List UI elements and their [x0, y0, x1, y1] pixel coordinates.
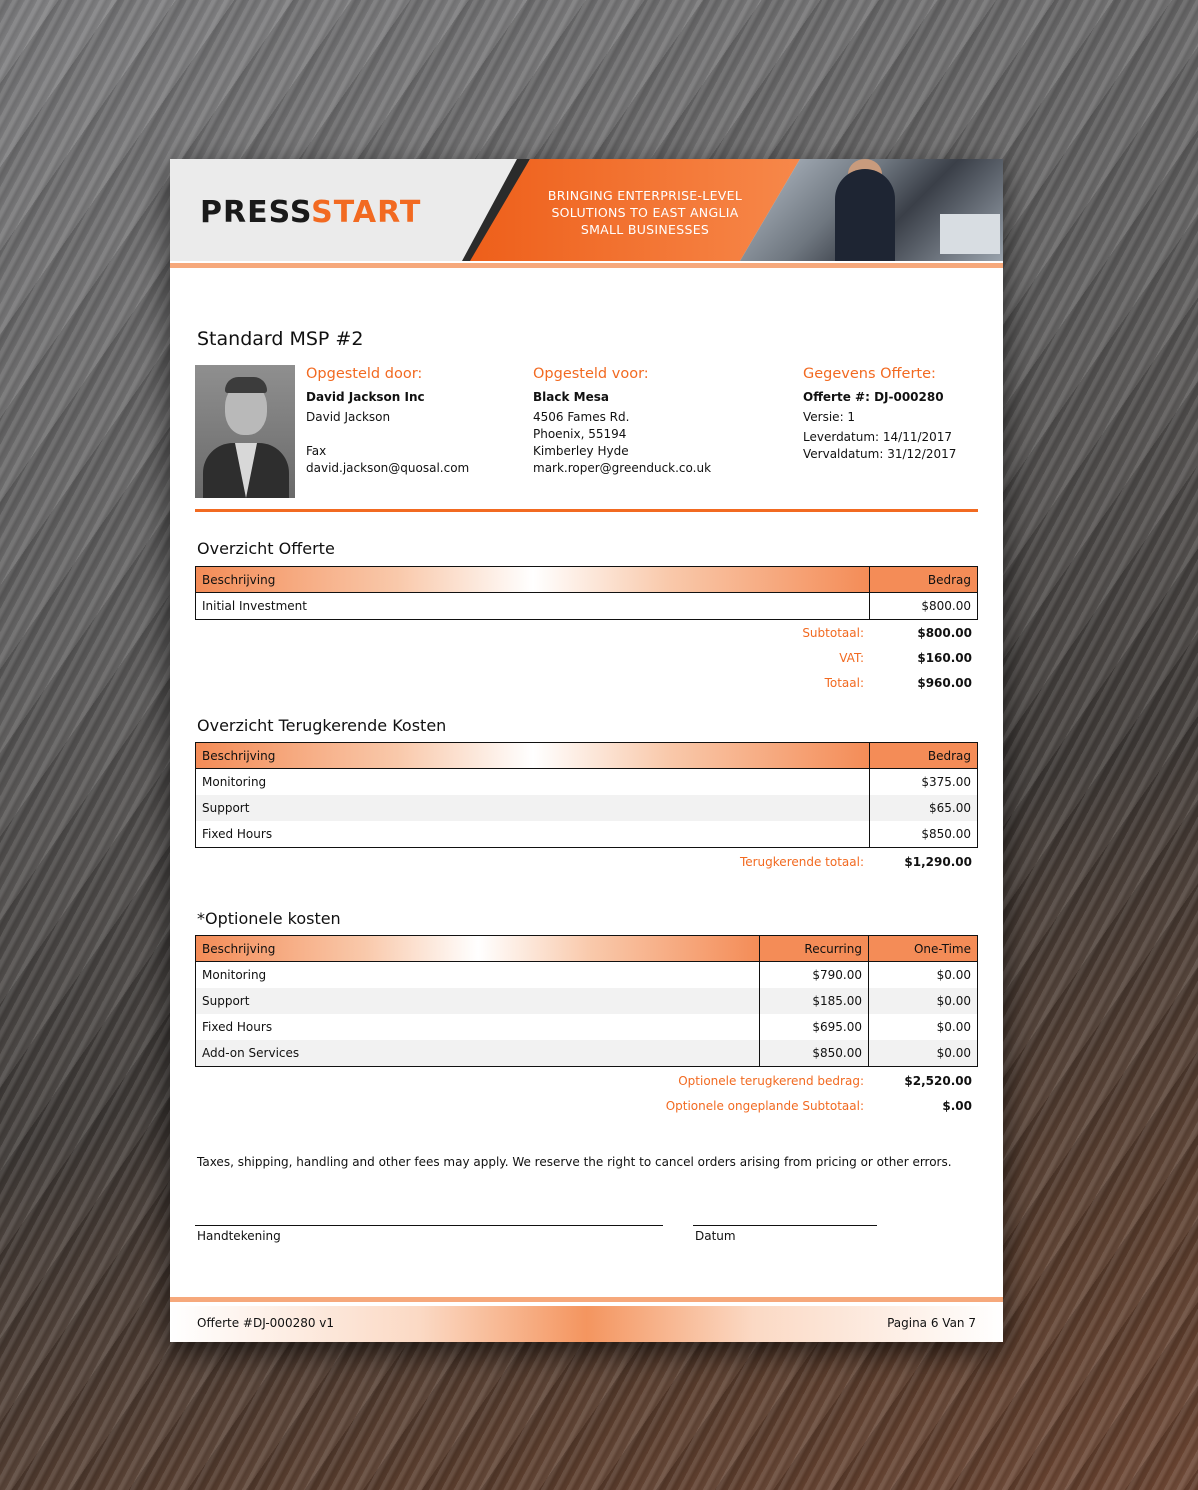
subtotal-label: Subtotaal: [802, 626, 864, 640]
optional-unplanned-value: $.00 [942, 1099, 972, 1113]
row-desc: Monitoring [202, 775, 267, 789]
disclaimer-text: Taxes, shipping, handling and other fees may apply. We reserve the right to cancel orders arising from pricing or other errors. [197, 1155, 952, 1169]
row-desc: Support [196, 988, 760, 1014]
table-row [196, 821, 978, 848]
table-row [196, 988, 978, 1014]
recurring-table [195, 742, 978, 848]
quote-number: Offerte #: DJ-000280 [803, 390, 944, 404]
page-title: Standard MSP #2 [197, 328, 364, 350]
row-amount: $800.00 [870, 593, 978, 620]
table-row [196, 962, 978, 989]
row-desc: Support [196, 795, 870, 821]
row-recurring: $790.00 [760, 962, 869, 989]
footer-quote-ref: Offerte #DJ-000280 v1 [197, 1316, 335, 1330]
row-amount: $65.00 [870, 795, 978, 821]
row-desc: Fixed Hours [202, 1020, 273, 1034]
prepared-by-company: David Jackson Inc [306, 390, 425, 404]
optional-unplanned-label: Optionele ongeplande Subtotaal: [665, 1099, 864, 1113]
row-desc: Fixed Hours [202, 827, 273, 841]
footer-page-number: Pagina 6 Van 7 [887, 1316, 976, 1330]
prepared-by-heading: Opgesteld door: [306, 366, 423, 382]
optional-col-onetime: One-Time [869, 936, 978, 962]
total-label: Totaal: [824, 676, 864, 690]
quote-details-heading: Gegevens Offerte: [803, 366, 936, 382]
table-row [196, 769, 978, 796]
logo-press: PRESS [200, 195, 312, 230]
total-value: $960.00 [917, 676, 972, 690]
vat-value: $160.00 [917, 651, 972, 665]
overview-col-amount: Bedrag [870, 567, 978, 593]
row-desc: Monitoring [202, 968, 267, 982]
row-recurring: $850.00 [760, 1040, 869, 1067]
quote-expiry-date: Vervaldatum: 31/12/2017 [803, 447, 957, 461]
author-portrait [195, 365, 295, 498]
quote-version: Versie: 1 [803, 410, 856, 424]
recurring-total-value: $1,290.00 [904, 855, 972, 869]
overview-title: Overzicht Offerte [197, 539, 335, 558]
prepared-for-company: Black Mesa [533, 390, 609, 404]
quote-delivery-date: Leverdatum: 14/11/2017 [803, 430, 953, 444]
prepared-by-name: David Jackson [306, 410, 391, 424]
row-desc: Initial Investment [202, 599, 307, 613]
recurring-total-label: Terugkerende totaal: [739, 855, 864, 869]
subtotal-value: $800.00 [917, 626, 972, 640]
optional-recurring-total-label: Optionele terugkerend bedrag: [678, 1074, 864, 1088]
recurring-title: Overzicht Terugkerende Kosten [197, 716, 447, 735]
prepared-for-city: Phoenix, 55194 [533, 427, 627, 441]
prepared-for-heading: Opgesteld voor: [533, 366, 649, 382]
prepared-by-fax: Fax [306, 444, 327, 458]
photo-person-suit [835, 169, 895, 261]
table-row [196, 1014, 978, 1040]
overview-totals [195, 626, 978, 701]
signature-line[interactable] [195, 1225, 663, 1226]
logo-start: START [311, 195, 422, 230]
prepared-for-block [533, 366, 711, 477]
table-row [196, 1040, 978, 1067]
row-desc: Add-on Services [196, 1040, 760, 1067]
optional-recurring-total-value: $2,520.00 [904, 1074, 972, 1088]
tagline-line: SMALL BUSINESSES [580, 222, 710, 237]
quote-details-block [803, 366, 956, 463]
recurring-col-desc: Beschrijving [196, 743, 870, 769]
row-recurring: $185.00 [760, 988, 869, 1014]
portrait-hair [225, 377, 267, 393]
recurring-totals [195, 855, 978, 880]
prepared-by-block [306, 366, 469, 477]
footer-divider [170, 1297, 1003, 1302]
row-onetime: $0.00 [869, 962, 978, 989]
header-banner [170, 159, 1003, 261]
signature-label: Handtekening [197, 1229, 281, 1243]
prepared-for-contact: Kimberley Hyde [533, 444, 629, 458]
prepared-for-address: 4506 Fames Rd. [533, 410, 630, 424]
optional-table [195, 935, 978, 1067]
photo-laptop [940, 214, 1000, 254]
overview-table [195, 566, 978, 620]
press-start-logo [200, 195, 421, 230]
optional-title: *Optionele kosten [197, 909, 341, 928]
row-recurring: $695.00 [760, 1014, 869, 1040]
tagline-line: SOLUTIONS TO EAST ANGLIA [551, 205, 739, 220]
row-amount: $850.00 [870, 821, 978, 848]
prepared-by-email: david.jackson@quosal.com [306, 461, 470, 475]
date-line[interactable] [693, 1225, 877, 1226]
table-row [196, 795, 978, 821]
details-divider [195, 509, 978, 512]
overview-col-desc: Beschrijving [196, 567, 870, 593]
banner-tagline [530, 187, 760, 238]
row-amount: $375.00 [870, 769, 978, 796]
row-onetime: $0.00 [869, 1014, 978, 1040]
optional-totals [195, 1074, 978, 1124]
row-onetime: $0.00 [869, 988, 978, 1014]
table-row [196, 593, 978, 620]
quote-page [170, 159, 1003, 1342]
row-onetime: $0.00 [869, 1040, 978, 1067]
optional-col-recurring: Recurring [760, 936, 869, 962]
optional-col-desc: Beschrijving [196, 936, 760, 962]
recurring-col-amount: Bedrag [870, 743, 978, 769]
vat-label: VAT: [839, 651, 864, 665]
date-label: Datum [695, 1229, 736, 1243]
page-footer [170, 1306, 1003, 1342]
prepared-for-email: mark.roper@greenduck.co.uk [533, 461, 712, 475]
header-divider [170, 263, 1003, 268]
tagline-line: BRINGING ENTERPRISE-LEVEL [547, 188, 743, 203]
